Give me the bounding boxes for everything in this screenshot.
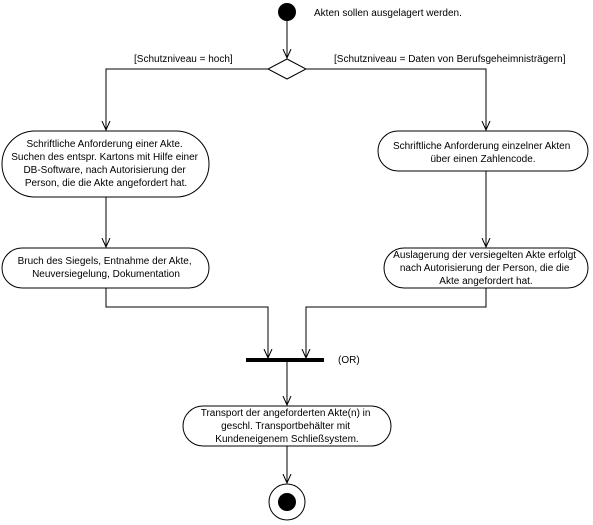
activity-left-request-text: Schriftliche Anforderung einer Akte. Suchen des entspr. Kartons mit Hilfe einer DB-Software, nach Autorisierung der Person, die die Akte angefordert hat. (11, 139, 198, 189)
edge-decision-left (106, 69, 268, 130)
guard-left-label: [Schutzniveau = hoch] (134, 54, 233, 65)
activity-right-request-text: Schriftliche Anforderung einzelner Akten über einen Zahlencode. (392, 141, 571, 165)
edge-right-removal-join (306, 288, 486, 358)
join-label: (OR) (338, 355, 360, 366)
edge-left-seal-join (106, 288, 268, 358)
start-node (278, 3, 296, 21)
join-bar (246, 358, 324, 362)
activity-left-seal (2, 248, 209, 288)
activity-transport-text: Transport der angeforderten Akte(n) in geschl. Transportbehälter mit Kundeneigenem Schließsystem. (200, 408, 371, 445)
activity-right-removal-text: Auslagerung der versiegelten Akte erfolgt nach Autorisierung der Person, die die Akte angefordert hat. (393, 250, 577, 287)
start-label: Akten sollen ausgelagert werden. (314, 8, 462, 19)
end-node-core (278, 493, 296, 511)
guard-right-label: [Schutzniveau = Daten von Berufsgeheimnisträgern] (334, 54, 566, 65)
edge-decision-right (306, 69, 486, 130)
decision-node (268, 59, 306, 79)
activity-left-seal-text: Bruch des Siegels, Entnahme der Akte, Neuversiegelung, Dokumentation (17, 256, 192, 280)
